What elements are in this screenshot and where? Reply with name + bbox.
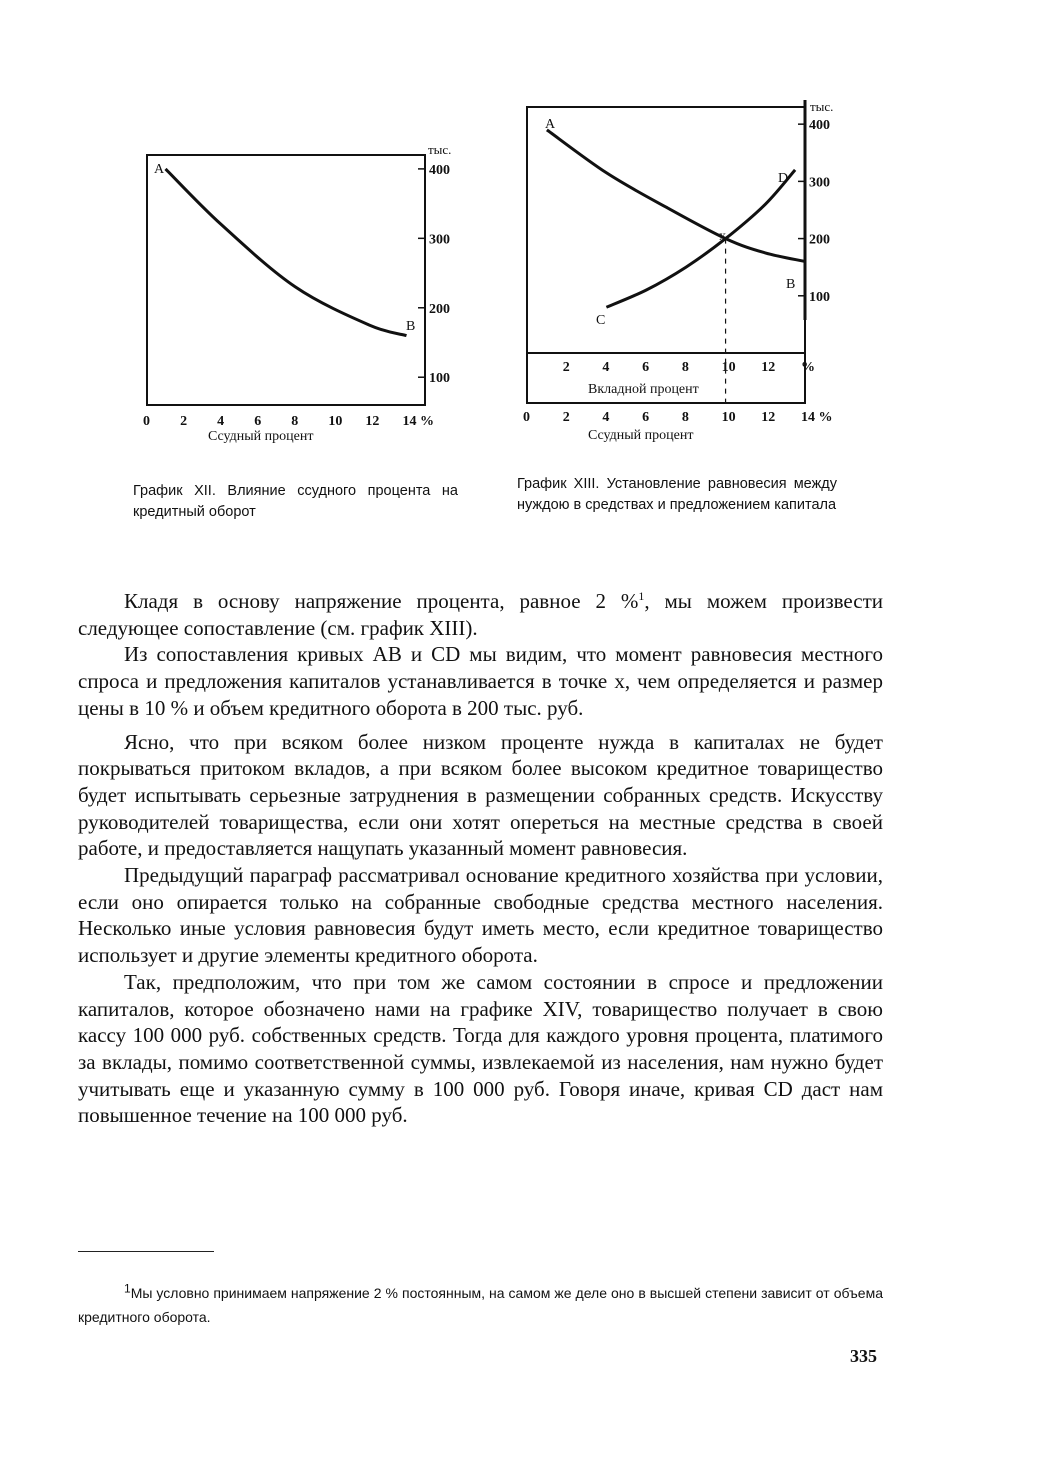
chart-xiii-y-tick-label: 400 [809,118,830,134]
chart-xii-x-axis-label: Ссудный процент [208,429,314,444]
chart-xiii-loan-tick-label: 0 [523,410,530,425]
chart-xiii-deposit-tick-label: 6 [642,360,650,375]
chart-xiii-loan-tick-label: 8 [681,410,689,425]
paragraph-1-end: , мы можем произвести следующее сопоставление (см. график XIII). [78,589,883,640]
footnote-marker: 1 [124,1281,131,1296]
chart-xii-curve-ab [166,169,407,336]
footnote-text: Мы условно принимаем напряжение 2 % постоянным, на самом же деле оно в высшей степени зависит от объема кредитного оборота. [78,1285,883,1325]
chart-xiii-loan-tick-label: 10 [721,410,736,425]
chart-xiii-point-b: B [786,277,796,292]
paragraph-1 [78,588,883,641]
chart-xii-point-a: A [154,162,165,177]
chart-xiii-loan-tick-label: 12 [761,410,776,425]
chart-xii [130,140,460,450]
chart-xiii-loan-tick-label: 4 [602,410,610,425]
chart-xii-point-b: B [406,319,416,334]
chart-xii-x-tick-label: 2 [180,414,188,429]
chart-xiii-deposit-tick-label: 4 [602,360,610,375]
footnote [78,1281,883,1329]
chart-xii-x-tick-label: 12 [365,414,380,429]
chart-xiii-deposit-tick-label: 10 [721,360,736,375]
chart-xiii-caption: График XIII. Установление равновесия между нуждою в средствах и предложением капитала [517,476,837,513]
page-number: 335 [850,1346,877,1366]
chart-xiii-frame [527,107,805,403]
chart-xiii-loan-tick-label: 6 [642,410,650,425]
chart-xiii-loan-tick-label: 14 % [801,410,833,425]
chart-xiii-point-x: x [719,229,726,244]
chart-xiii-loan-tick-label: 2 [562,410,570,425]
chart-xiii-deposit-tick-label: 12 [761,360,776,375]
chart-xii-y-tick-label: 300 [429,232,450,248]
chart-xiii-point-d: D [778,171,789,186]
chart-xiii-curve-ab [547,130,805,262]
chart-xiii-deposit-axis-label: Вкладной процент [588,382,699,397]
chart-xii-caption: График XII. Влияние ссудного процента на кредитный оборот [133,483,458,520]
chart-xiii-deposit-tick-label: 2 [562,360,570,375]
chart-xiii-loan-axis-label: Ссудный процент [588,428,694,443]
chart-xiii-y-tick-label: 300 [809,175,830,191]
chart-xii-y-tick-label: 400 [429,162,450,178]
paragraph-4: Предыдущий параграф рассматривал основание кредитного хозяйства при условии, если оно опирается только на собранные свободные средства местного населения. Несколько иные условия равновесия будут иметь место, если кредитное товарищество использует и другие элементы кредитного оборота. [78,863,883,968]
chart-xii-x-tick-label: 4 [217,414,225,429]
chart-xiii-point-c: C [596,313,606,328]
chart-xii-x-tick-label: 14 % [402,414,434,429]
paragraph-1-start: Кладя в основу напряжение процента, равное 2 % [124,589,639,613]
body-text [78,588,883,1129]
chart-xii-unit-label: тыс. [428,142,452,157]
chart-xiii [510,95,840,450]
chart-xiii-point-a: A [545,117,556,132]
footnote-divider [78,1251,214,1252]
chart-xiii-deposit-tick-label: % [801,360,815,375]
chart-xiii-y-tick-label: 200 [809,232,830,248]
paragraph-2: Из сопоставления кривых AB и CD мы видим, что момент равновесия местного спроса и предложения капиталов устанавливается в точке x, чем определяется и размер цены в 10 % и объем кредитного оборота в 200 тыс. руб. [78,642,883,720]
chart-xiii-y-tick-label: 100 [809,289,830,305]
paragraph-3: Ясно, что при всяком более низком проценте нужда в капиталах не будет покрываться притоком вкладов, а при всяком более высоком кредитное товарищество будет испытывать серьезные затруднения в размещении собранных средств. Искусству руководителей товарищества, если они хотят опереться на местные средства в своей работе, и предоставляется нащупать указанный момент равновесия. [78,729,883,861]
chart-xii-y-tick-label: 100 [429,371,450,387]
chart-xiii-deposit-tick-label: 8 [681,360,689,375]
chart-xiii-unit-label: тыс. [810,99,834,114]
chart-xii-y-tick-label: 200 [429,301,450,317]
paragraph-5: Так, предположим, что при том же самом состоянии в спросе и предложении капиталов, которое обозначено нами на графике XIV, товарищество получает в свою кассу 100 000 руб. собственных средств. Тогда для каждого уровня процента, платимого за вклады, помимо соответственной суммы, извлекаемой из населения, нам нужно будет учитывать еще и указанную сумму в 100 000 руб. Говоря иначе, кривая CD даст нам повышенное течение на 100 000 руб. [78,969,883,1128]
chart-xii-x-tick-label: 6 [254,414,262,429]
chart-xii-x-tick-label: 8 [291,414,299,429]
chart-xii-x-tick-label: 0 [143,414,150,429]
footnote-ref: 1 [638,589,645,603]
chart-xii-x-tick-label: 10 [328,414,343,429]
